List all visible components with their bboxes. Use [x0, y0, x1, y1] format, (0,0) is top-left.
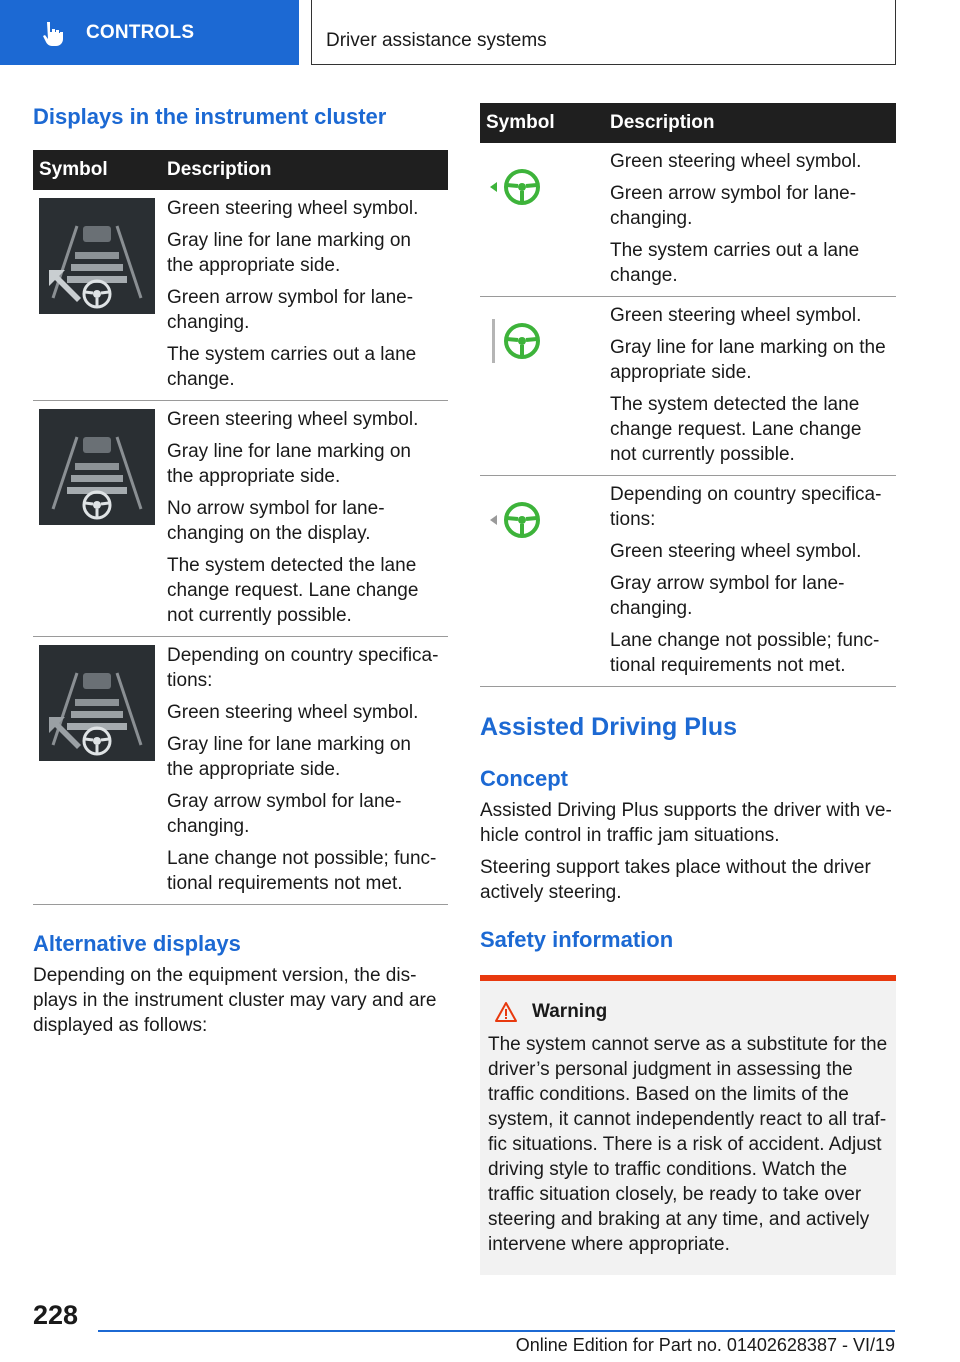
- description-line: Green steering wheel symbol.: [167, 409, 419, 430]
- cluster-lane-change-unavailable-icon: [39, 645, 155, 761]
- description-line: Green steering wheel symbol.: [167, 198, 419, 219]
- alternative-displays-table: [480, 103, 896, 687]
- description-line: The system detected the lane change request. Lane change not currently possible.: [610, 394, 862, 465]
- alternative-displays-text: Depending on the equipment version, the dis-plays in the instrument cluster may vary and are displayed as follows:: [33, 965, 437, 1036]
- safety-heading: Safety information: [480, 927, 674, 952]
- green-steering-wheel-lane-line-icon: [486, 315, 550, 367]
- concept-heading: Concept: [480, 766, 568, 791]
- warning-label: Warning: [532, 1001, 608, 1022]
- table-header-row: [33, 150, 448, 190]
- warning-box: [480, 975, 896, 1275]
- description-line: Green arrow symbol for lane-changing.: [167, 287, 414, 333]
- description-line: The system carries out a lane change.: [610, 240, 860, 286]
- hand-pointer-icon: [40, 20, 66, 46]
- description-line: Depending on country specifica-tions:: [610, 484, 882, 530]
- section-tab[interactable]: [0, 0, 299, 65]
- cluster-lane-change-active-icon: [39, 198, 155, 314]
- description-line: Gray line for lane marking on the appropriate side.: [610, 337, 886, 383]
- chapter-title: Driver assistance systems: [326, 30, 547, 51]
- concept-paragraph: Assisted Driving Plus supports the driver with ve-hicle control in traffic jam situations.: [480, 800, 892, 846]
- description-line: Green steering wheel symbol.: [610, 151, 862, 172]
- description-line: Gray line for lane marking on the appropriate side.: [167, 441, 411, 487]
- footer-divider: [98, 1330, 895, 1332]
- table-row: [480, 143, 896, 297]
- table-row: [480, 297, 896, 476]
- description-line: Green steering wheel symbol.: [610, 541, 862, 562]
- description-line: Gray arrow symbol for lane-changing.: [167, 791, 402, 837]
- right-column: [480, 103, 896, 1275]
- description-line: Green steering wheel symbol.: [167, 702, 419, 723]
- section-title: Assisted Driving Plus: [480, 713, 738, 741]
- description-line: Gray arrow symbol for lane-changing.: [610, 573, 845, 619]
- cluster-lane-change-request-icon: [39, 409, 155, 525]
- description-line: Lane change not possible; func-tional requirements not met.: [610, 630, 880, 676]
- green-steering-wheel-gray-arrow-icon: [486, 494, 550, 546]
- description-line: Gray line for lane marking on the appropriate side.: [167, 230, 411, 276]
- instrument-cluster-table: [33, 150, 448, 905]
- page-number: 228: [33, 1300, 79, 1330]
- description-line: The system carries out a lane change.: [167, 344, 417, 390]
- warning-triangle-icon: [494, 1001, 518, 1023]
- description-line: The system detected the lane change request. Lane change not currently possible.: [167, 555, 419, 626]
- description-line: Lane change not possible; func-tional requirements not met.: [167, 848, 437, 894]
- description-line: Gray line for lane marking on the appropriate side.: [167, 734, 411, 780]
- section-label: CONTROLS: [86, 21, 195, 43]
- green-steering-wheel-arrow-icon: [486, 161, 550, 213]
- alternative-displays-heading: Alternative displays: [33, 931, 241, 956]
- column-header-symbol: Symbol: [480, 103, 604, 143]
- warning-text: The system cannot serve as a substitute for the driver’s personal judgment in assessing the traffic conditions. Based on the limits of the system, it cannot independently react to all traf-fic situations. There is a risk of accident. Adjust driving style to traffic conditions. Watch the traffic situation closely, be ready to take over steering and braking at any time, and actively intervene where appropriate.: [488, 1034, 888, 1255]
- table-row: [33, 190, 448, 401]
- column-header-symbol: Symbol: [33, 150, 161, 190]
- description-line: Depending on country specifica-tions:: [167, 645, 439, 691]
- table-row: [33, 401, 448, 637]
- table-row: [33, 637, 448, 905]
- description-line: Green arrow symbol for lane-changing.: [610, 183, 857, 229]
- column-header-description: Description: [161, 150, 448, 190]
- chapter-header: [311, 0, 896, 65]
- instrument-cluster-heading: Displays in the instrument cluster: [33, 104, 387, 129]
- column-header-description: Description: [604, 103, 896, 143]
- edition-text: Online Edition for Part no. 01402628387 - VI/19: [515, 1335, 895, 1355]
- table-row: [480, 476, 896, 687]
- concept-paragraph: Steering support takes place without the driver actively steering.: [480, 857, 871, 903]
- table-header-row: [480, 103, 896, 143]
- left-column: [33, 104, 448, 1045]
- description-line: No arrow symbol for lane-changing on the display.: [167, 498, 385, 544]
- description-line: Green steering wheel symbol.: [610, 305, 862, 326]
